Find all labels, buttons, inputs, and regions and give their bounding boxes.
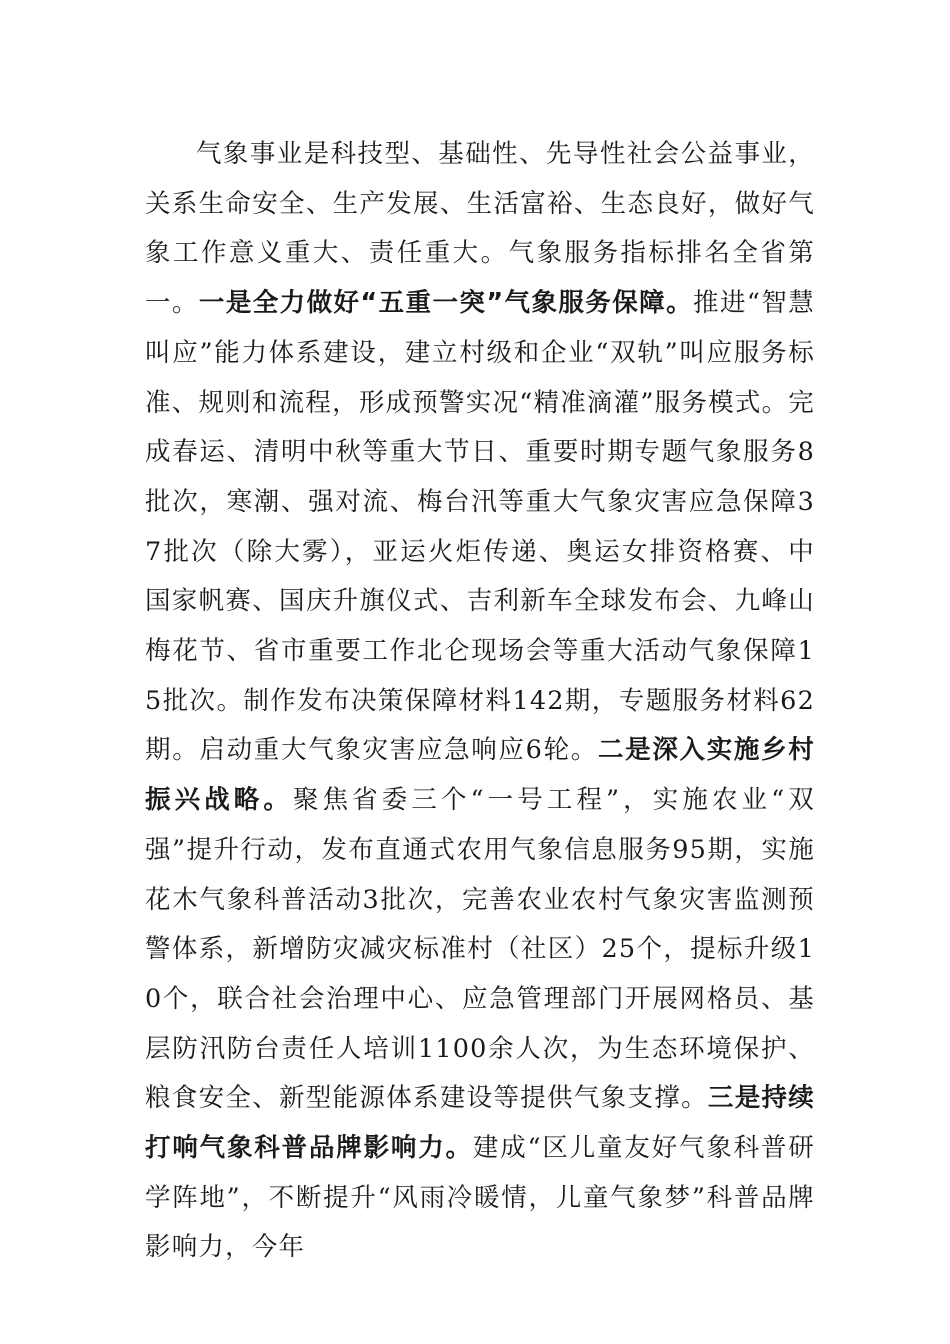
section-one-text: 推进“智慧叫应”能力体系建设，建立村级和企业“双轨”叫应服务标准、规则和流程，形成预警实况“精准滴灌”服务模式。完成春运、清明中秋等重大节日、重要时期专题气象服务8批次，寒潮、强对流、梅台汛等重大气象灾害应急保障37批次（除大雾），亚运火炬传递、奥运女排资格赛、中国家帆赛、国庆升旗仪式、吉利新车全球发布会、九峰山梅花节、省市重要工作北仑现场会等重大活动气象保障15批次。制作发布决策保障材料142期，专题服务材料62期。启动重大气象灾害应急响应6轮。 [145,288,815,766]
section-three-text: 建成“区儿童友好气象科普研学阵地”，不断提升“风雨冷暖情，儿童气象梦”科普品牌影响力，今年 [145,1133,816,1263]
section-two-text: 聚焦省委三个“一号工程”，实施农业“双强”提升行动，发布直通式农用气象信息服务95期，实施花木气象科普活动3批次，完善农业农村气象灾害监测预警体系，新增防灾减灾标准村（社区）25个，提标升级10个，联合社会治理中心、应急管理部门开展网格员、基层防汛防台责任人培训1100余人次，为生态环境保护、粮食安全、新型能源体系建设等提供气象支撑。 [145,785,815,1114]
body-paragraph [145,130,815,1273]
section-heading-one: 一是全力做好“五重一突”气象服务保障。 [198,288,694,319]
section-heading-three: 三是持续打响气象科普品牌影响力。 [145,1083,816,1164]
section-heading-two: 二是深入实施乡村振兴战略。 [145,735,816,816]
paragraph-intro-text: 气象事业是科技型、基础性、先导性社会公益事业，关系生命安全、生产发展、生活富裕、生态良好，做好气象工作意义重大、责任重大。气象服务指标排名全省第一。 [145,139,815,319]
